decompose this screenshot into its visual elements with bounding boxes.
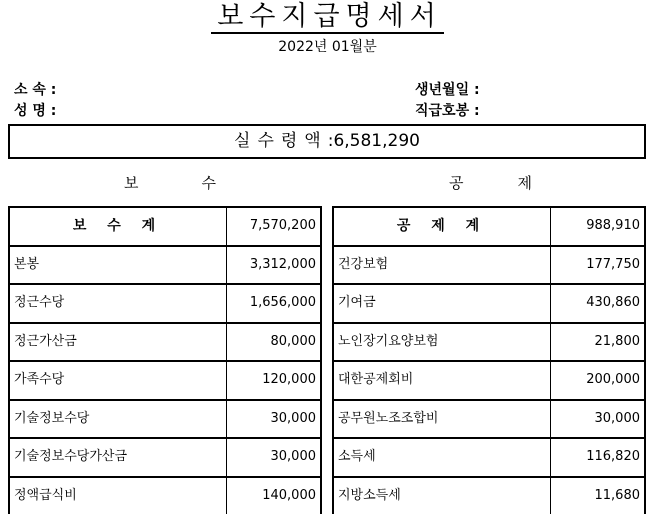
- deduction-item-value: 30,000: [594, 410, 640, 426]
- document-title-container: [0, 2, 655, 34]
- deduction-item-value: 430,860: [586, 295, 640, 310]
- department-label: 소 속 :: [14, 82, 57, 98]
- deduction-item-value: 200,000: [586, 372, 640, 387]
- pay-item-value: 140,000: [262, 487, 316, 503]
- deduction-item-value: 116,820: [586, 449, 640, 464]
- deduction-table: [332, 206, 646, 514]
- table-row: [334, 285, 644, 324]
- employee-name-label: 성 명 :: [14, 103, 57, 119]
- deduction-total-row: [334, 208, 644, 247]
- birth-date-label: 생년월일 :: [415, 82, 480, 98]
- table-row: [334, 247, 644, 286]
- pay-item-value: 30,000: [270, 449, 316, 464]
- deduction-item-name: 대한공제회비: [334, 362, 551, 399]
- pay-total-label: 보 수 계: [10, 208, 227, 245]
- table-row: [334, 439, 644, 478]
- net-pay-label: 실수령액: [234, 131, 328, 151]
- pay-table: [8, 206, 322, 514]
- table-row: [10, 324, 320, 363]
- net-pay-box: [8, 124, 646, 159]
- pay-item-value: 3,312,000: [249, 256, 316, 272]
- pay-heading-char-1: 보: [124, 174, 139, 192]
- pay-item-name: 가족수당: [10, 362, 227, 399]
- pay-item-value: 80,000: [270, 333, 316, 349]
- pay-total-value: 7,570,200: [249, 218, 316, 233]
- pay-item-name: 기술정보수당가산금: [10, 439, 227, 476]
- table-row: [10, 247, 320, 286]
- pay-heading-char-2: 수: [201, 174, 216, 192]
- pay-section-heading: [124, 172, 216, 193]
- net-pay-separator: :: [327, 131, 334, 151]
- deduction-item-name: 소득세: [334, 439, 551, 476]
- pay-item-value: 120,000: [262, 372, 316, 387]
- grade-step-label: 직급호봉 :: [415, 103, 480, 119]
- table-row: [334, 401, 644, 440]
- table-row: [334, 324, 644, 363]
- deduction-item-name: 공무원노조조합비: [334, 401, 551, 438]
- deduction-item-name: 건강보험: [334, 247, 551, 284]
- table-row: [10, 401, 320, 440]
- deduction-item-name: 지방소득세: [334, 478, 551, 514]
- deduction-total-value: 988,910: [586, 218, 640, 233]
- pay-item-name: 본봉: [10, 247, 227, 284]
- deduction-total-label: 공 제 계: [334, 208, 551, 245]
- document-title: 보수지급명세서: [211, 2, 444, 34]
- table-row: [334, 362, 644, 401]
- deduction-item-name: 기여금: [334, 285, 551, 322]
- pay-item-name: 정액급식비: [10, 478, 227, 514]
- pay-item-name: 정근수당: [10, 285, 227, 322]
- deduction-item-value: 177,750: [586, 256, 640, 272]
- pay-total-row: [10, 208, 320, 247]
- pay-period: 2022년 01월분: [278, 39, 377, 55]
- net-pay-amount: 6,581,290: [333, 131, 420, 151]
- pay-item-name: 기술정보수당: [10, 401, 227, 438]
- table-row: [10, 478, 320, 514]
- pay-item-value: 1,656,000: [249, 295, 316, 310]
- deduction-item-value: 21,800: [594, 333, 640, 349]
- deduction-heading-char-1: 공: [449, 174, 464, 192]
- table-row: [10, 285, 320, 324]
- table-row: [334, 478, 644, 514]
- deduction-item-value: 11,680: [594, 487, 640, 503]
- deduction-heading-char-2: 제: [517, 174, 532, 192]
- pay-item-name: 정근가산금: [10, 324, 227, 361]
- deduction-section-heading: [449, 172, 532, 193]
- deduction-item-name: 노인장기요양보험: [334, 324, 551, 361]
- table-row: [10, 439, 320, 478]
- table-row: [10, 362, 320, 401]
- pay-item-value: 30,000: [270, 410, 316, 426]
